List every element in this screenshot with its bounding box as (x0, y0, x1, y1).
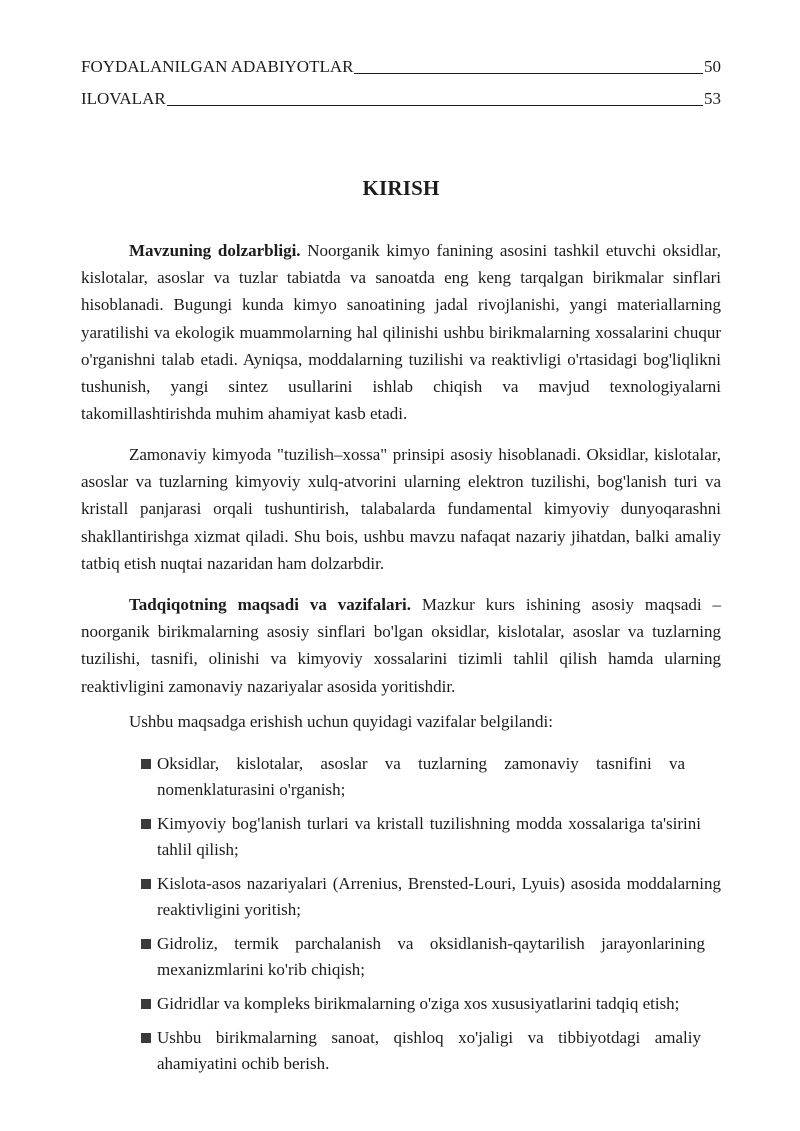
toc-leader-line (354, 72, 703, 74)
toc-leader-line (167, 104, 703, 106)
list-item: Kislota-asos nazariyalari (Arrenius, Brensted-Louri, Lyuis) asosida moddalarning reaktivligini yoritish; (141, 871, 721, 923)
section-heading: KIRISH (362, 176, 440, 200)
toc-page-number: 50 (704, 57, 721, 76)
list-item: Ushbu birikmalarning sanoat, qishloq xo'jaligi va tibbiyotdagi amaliy ahamiyatini ochib berish. (141, 1025, 721, 1077)
square-bullet-icon (141, 999, 151, 1009)
paragraph-goals (81, 591, 721, 700)
list-item: Oksidlar, kislotalar, asoslar va tuzlarning zamonaviy tasnifini va nomenklaturasini o'rganish; (141, 751, 721, 803)
toc-page-number: 53 (704, 89, 721, 108)
paragraph-text: Zamonaviy kimyoda "tuzilish–xossa" prinsipi asosiy hisoblanadi. Oksidlar, kislotalar, asoslar va tuzlarning kimyoviy xulq-atvorini ularning elektron tuzilishi, bog'lanish turi va kristall panjarasi orqali tushuntirish, talabalarda fundamental kimyoviy dunyoqarashni shakllantirishga xizmat qiladi. Shu bois, ushbu mavzu nafaqat nazariy jihatdan, balki amaliy tatbiq etish nuqtai nazaridan ham dolzarbdir. (81, 445, 721, 573)
paragraph-lead-bold: Tadqiqotning maqsadi va vazifalari. (129, 595, 411, 614)
square-bullet-icon (141, 939, 151, 949)
paragraph-lead-bold: Mavzuning dolzarbligi. (129, 241, 301, 260)
paragraph-text: Ushbu maqsadga erishish uchun quyidagi vazifalar belgilandi: (129, 712, 553, 731)
list-item: Gidroliz, termik parchalanish va oksidlanish-qaytarilish jarayonlarining mexanizmlarini ko'rib chiqish; (141, 931, 721, 983)
paragraph-text: Mazkur kurs ishining asosiy maqsadi – noorganik birikmalarning asosiy sinflari bo'lgan oksidlar, kislotalar, asoslar va tuzlarning tuzilishi, tasnifi, olinishi va kimyoviy xossalarini tizimli tahlil qilish hamda ularning reaktivligini zamonaviy nazariyalar asosida yoritishdir. (81, 595, 721, 696)
toc-entry-label: ILOVALAR (81, 89, 166, 108)
square-bullet-icon (141, 819, 151, 829)
square-bullet-icon (141, 759, 151, 769)
list-item: Kimyoviy bog'lanish turlari va kristall tuzilishning modda xossalariga ta'sirini tahlil qilish; (141, 811, 721, 863)
toc-entry-appendices[interactable] (81, 89, 721, 109)
paragraph-structure-property (81, 441, 721, 577)
square-bullet-icon (141, 879, 151, 889)
square-bullet-icon (141, 1033, 151, 1043)
paragraph-tasks-intro (81, 708, 721, 735)
paragraph-text: Noorganik kimyo fanining asosini tashkil etuvchi oksidlar, kislotalar, asoslar va tuzlar tabiatda va sanoatda eng keng tarqalgan birikmalar sinflari hisoblanadi. Bugungi kunda kimyo sanoatining jadal rivojlanishi, yangi materiallarning yaratilishi va ekologik muammolarning hal qilinishi ushbu birikmalarning xossalarini chuqur o'rganishni talab etadi. Ayniqsa, moddalarning tuzilishi va reaktivligi o'rtasidagi bog'liqlikni tushunish, yangi sintez usullarini ishlab chiqish va mavjud texnologiyalarni takomillashtirishda muhim ahamiyat kasb etadi. (81, 241, 721, 424)
toc-entry-label: FOYDALANILGAN ADABIYOTLAR (81, 57, 354, 76)
toc-entry-references[interactable] (81, 57, 721, 77)
paragraph-relevance (81, 237, 721, 427)
list-item: Gidridlar va kompleks birikmalarning o'ziga xos xususiyatlarini tadqiq etish; (141, 991, 721, 1017)
task-list (141, 751, 721, 1085)
